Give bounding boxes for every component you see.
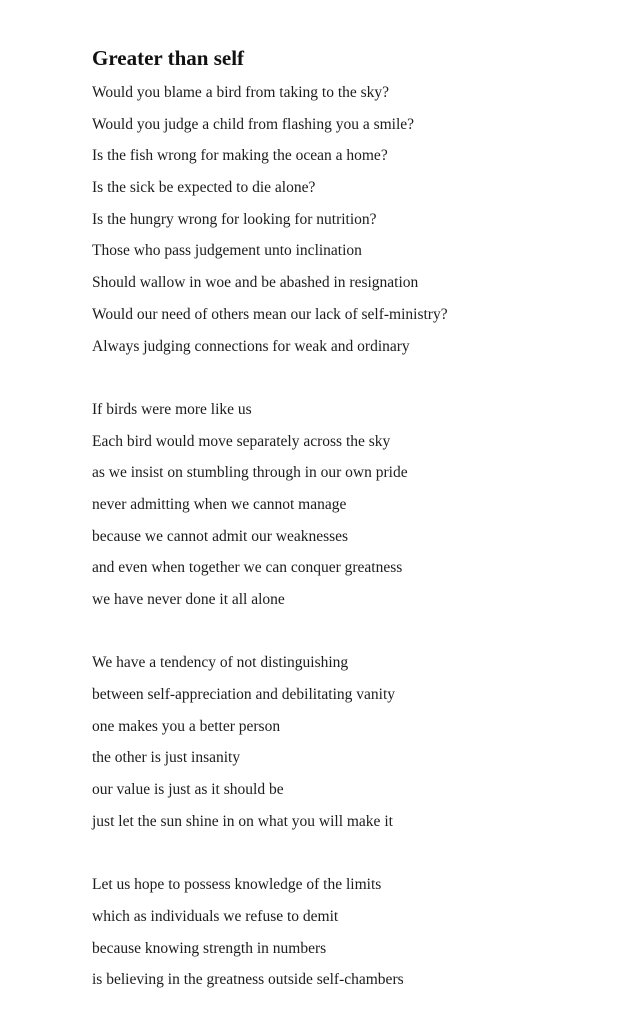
poem-line: Those who pass judgement unto inclination <box>92 242 362 260</box>
poem-line: just let the sun shine in on what you will make it <box>92 812 393 830</box>
poem-line: If birds were more like us <box>92 400 252 418</box>
poem-line: We have a tendency of not distinguishing <box>92 654 349 672</box>
poem-line: Always judging connections for weak and ordinary <box>92 337 410 355</box>
poem-line: is believing in the greatness outside self-chambers <box>92 971 404 989</box>
poem-line: never admitting when we cannot manage <box>92 495 347 513</box>
poem-line: and even when together we can conquer greatness <box>92 559 403 577</box>
poem-line: between self-appreciation and debilitating vanity <box>92 686 395 704</box>
poem-line: which as individuals we refuse to demit <box>92 907 339 925</box>
poem-line: one makes you a better person <box>92 717 281 735</box>
stanza-2 <box>92 394 612 616</box>
poem-line: Is the fish wrong for making the ocean a home? <box>92 147 388 165</box>
poem-line: Is the hungry wrong for looking for nutrition? <box>92 210 377 228</box>
poem-line: Would you judge a child from flashing you a smile? <box>92 115 415 133</box>
poem-line: Each bird would move separately across the sky <box>92 432 391 450</box>
poem-line: Let us hope to possess knowledge of the limits <box>92 876 382 894</box>
poem-line: because knowing strength in numbers <box>92 939 327 957</box>
poem-line: because we cannot admit our weaknesses <box>92 527 349 545</box>
stanza-1 <box>92 77 612 362</box>
poem-line: Should wallow in woe and be abashed in resignation <box>92 274 419 292</box>
poem-title: Greater than self <box>92 46 245 70</box>
stanza-4 <box>92 869 612 996</box>
poem-line: Would you blame a bird from taking to the sky? <box>92 84 390 101</box>
poem-line: Is the sick be expected to die alone? <box>92 179 316 197</box>
poem-line: we have never done it all alone <box>92 591 285 608</box>
poem-line: as we insist on stumbling through in our own pride <box>92 464 408 482</box>
stanza-3 <box>92 647 612 837</box>
poem-line: Would our need of others mean our lack of self-ministry? <box>92 305 448 323</box>
poem-line: our value is just as it should be <box>92 781 284 799</box>
poem-line: the other is just insanity <box>92 749 241 767</box>
poem-page <box>92 44 612 996</box>
